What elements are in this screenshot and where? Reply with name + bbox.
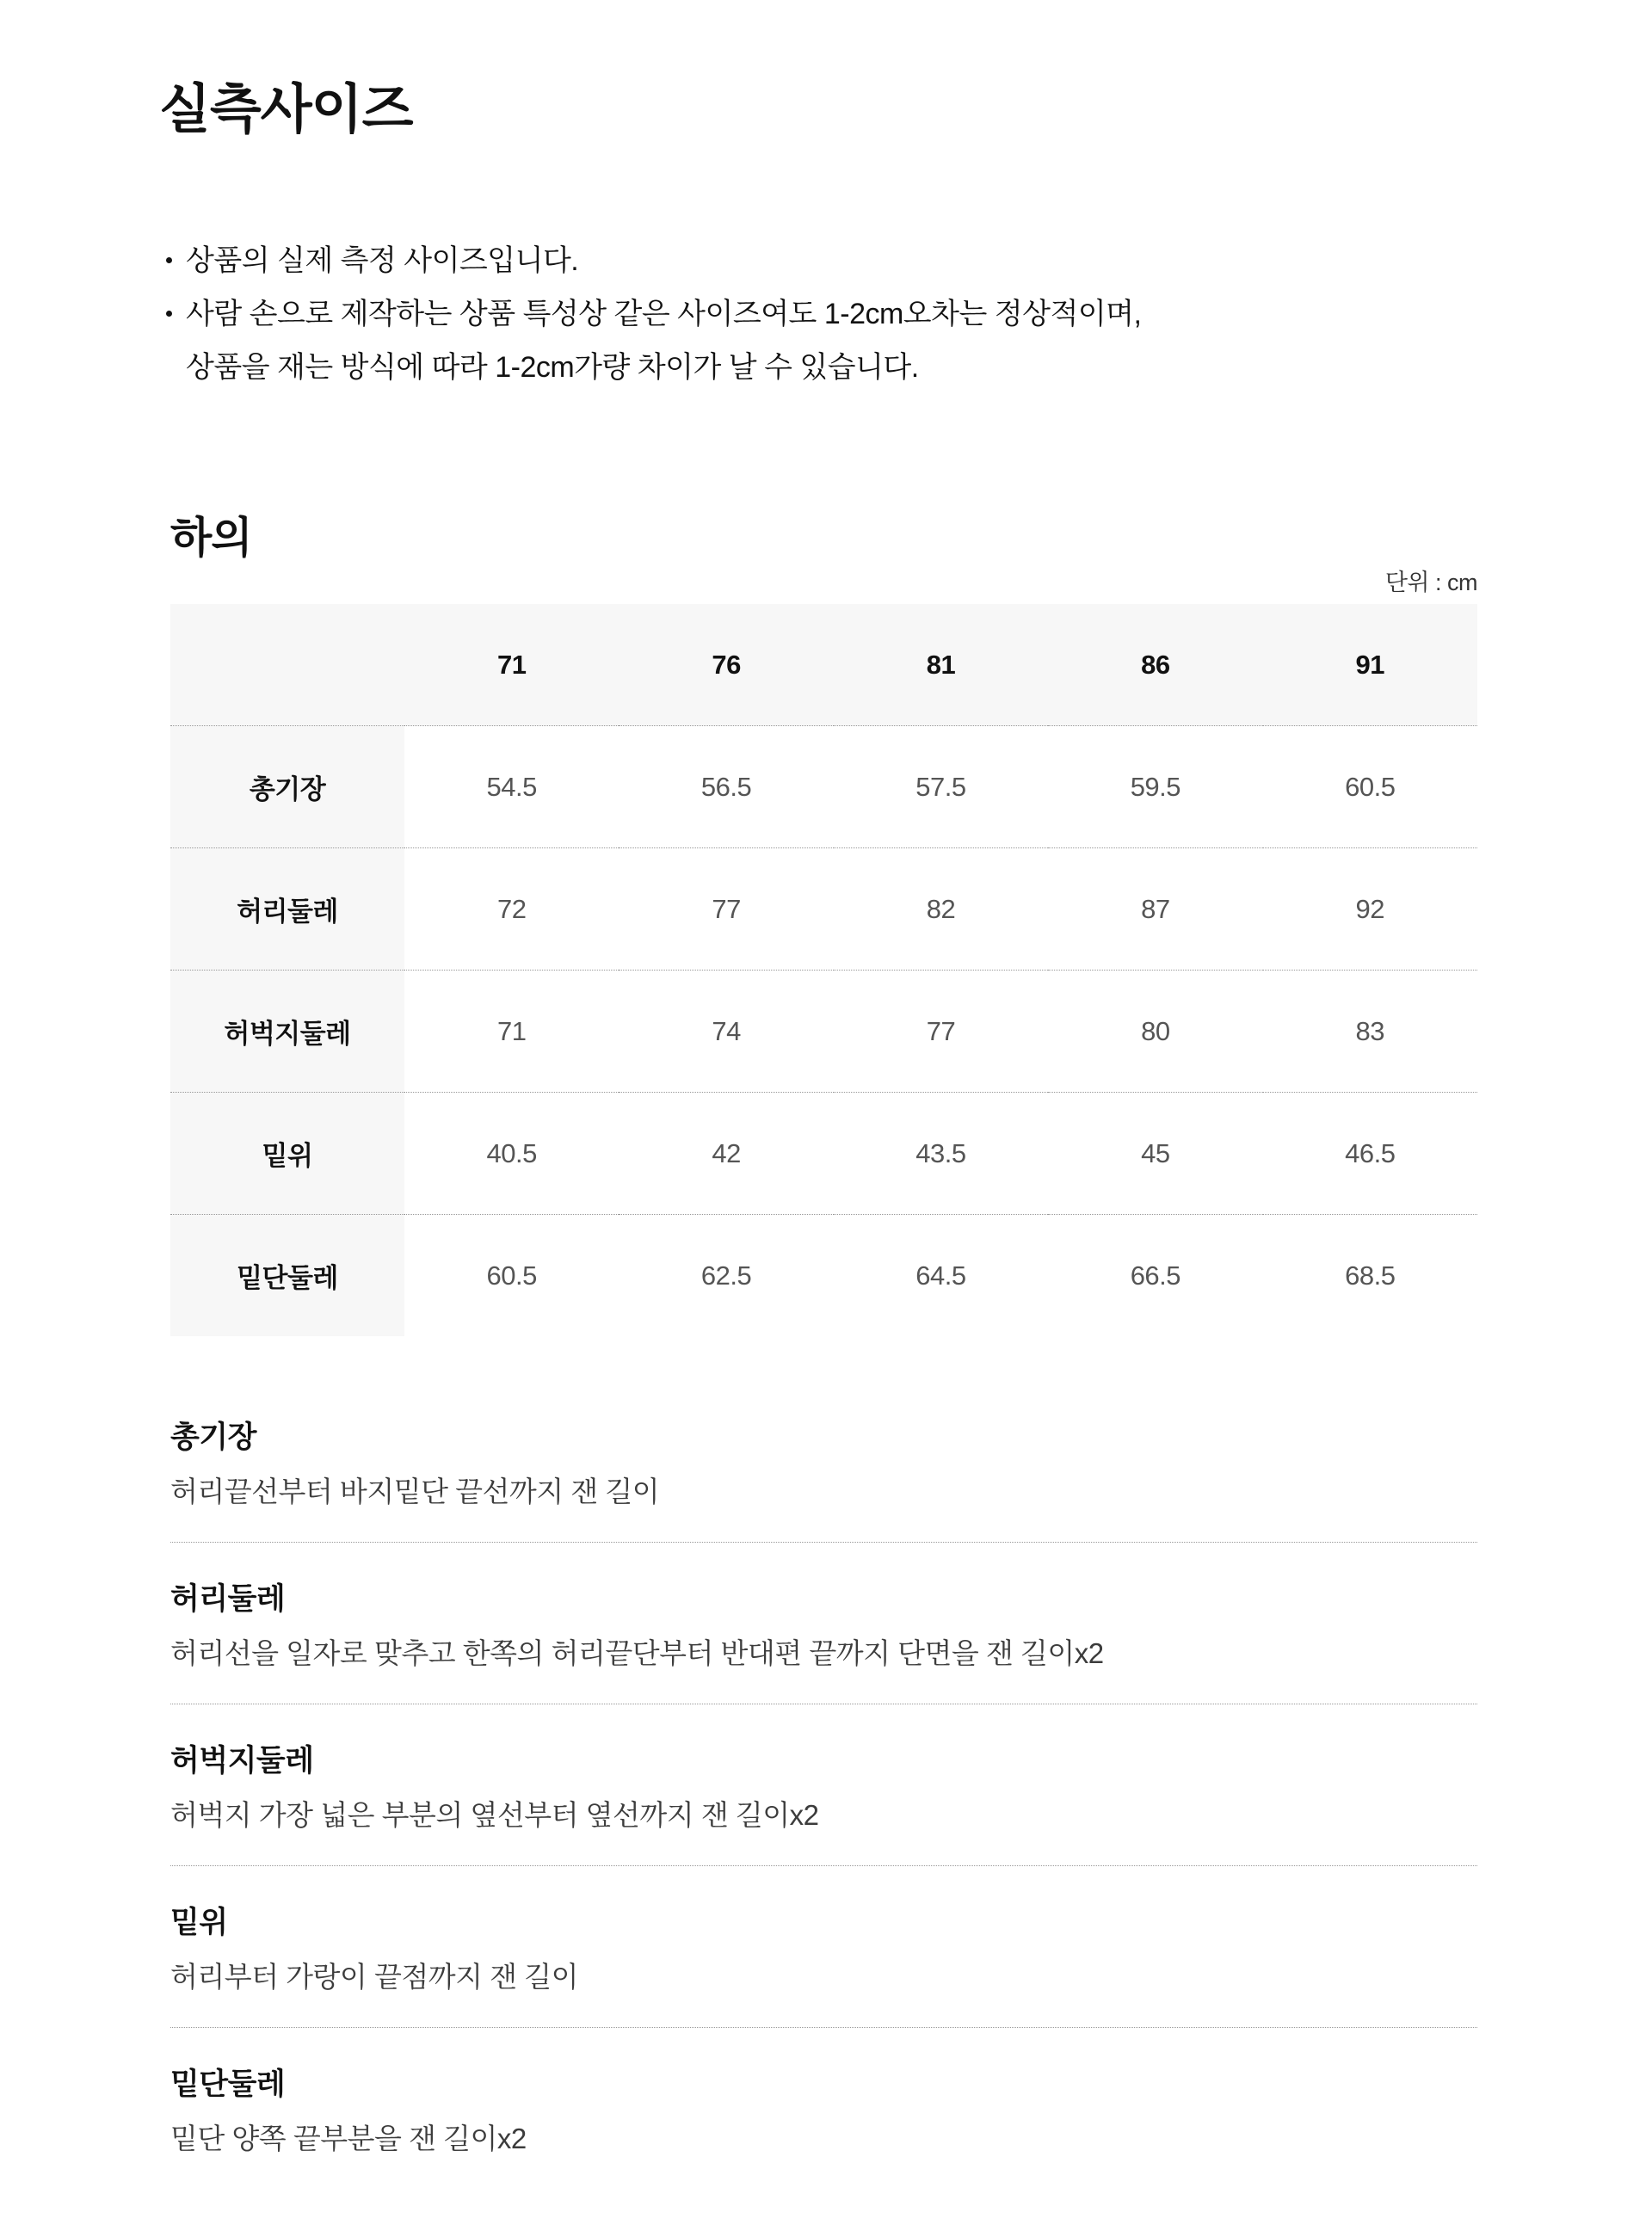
size-column-header: 71 <box>404 604 619 726</box>
guide-description: 허리부터 가랑이 끝점까지 잰 길이 <box>170 1960 578 1993</box>
note-text-line: 사람 손으로 제작하는 상품 특성상 같은 사이즈여도 1-2cm오차는 정상적이며, <box>186 298 1142 331</box>
size-value: 71 <box>404 971 619 1093</box>
guide-description: 허리끝선부터 바지밑단 끝선까지 잰 길이 <box>170 1476 660 1508</box>
size-value: 74 <box>619 971 833 1093</box>
guide-term: 밑단둘레 <box>170 2067 286 2101</box>
table-row <box>170 726 1477 848</box>
note-item <box>166 234 1489 287</box>
table-row <box>170 1215 1477 1337</box>
table-row <box>170 971 1477 1093</box>
size-table-body <box>170 726 1477 1337</box>
row-label: 허리둘레 <box>170 848 404 971</box>
notes-list <box>166 234 1489 394</box>
measure-guide-list <box>170 1414 1477 2188</box>
size-table-header <box>170 604 1477 726</box>
size-column-header: 91 <box>1263 604 1477 726</box>
size-value: 87 <box>1048 848 1262 971</box>
row-label: 허벅지둘레 <box>170 971 404 1093</box>
size-value: 59.5 <box>1048 726 1262 848</box>
guide-term: 밑위 <box>170 1905 228 1939</box>
size-value: 42 <box>619 1093 833 1215</box>
bottoms-section <box>170 515 1489 1336</box>
size-column-header: 81 <box>834 604 1048 726</box>
size-value: 43.5 <box>834 1093 1048 1215</box>
size-value: 57.5 <box>834 726 1048 848</box>
size-column-header: 76 <box>619 604 833 726</box>
size-corner-cell <box>170 604 404 726</box>
size-table <box>170 604 1477 1336</box>
list-item <box>170 1414 1477 1543</box>
size-value: 77 <box>619 848 833 971</box>
bullet-icon <box>166 311 172 317</box>
guide-term: 허리둘레 <box>170 1581 286 1616</box>
list-item <box>170 1704 1477 1866</box>
size-value: 54.5 <box>404 726 619 848</box>
size-value: 82 <box>834 848 1048 971</box>
guide-description: 밑단 양쪽 끝부분을 잰 길이x2 <box>170 2122 527 2154</box>
table-row <box>170 1093 1477 1215</box>
guide-term: 허벅지둘레 <box>170 1743 314 1778</box>
guide-description: 허벅지 가장 넓은 부분의 옆선부터 옆선까지 잰 길이x2 <box>170 1798 819 1831</box>
size-column-header: 86 <box>1048 604 1262 726</box>
guide-description: 허리선을 일자로 맞추고 한쪽의 허리끝단부터 반대편 끝까지 단면을 잰 길이x2 <box>170 1636 1104 1669</box>
list-item <box>170 1866 1477 2028</box>
size-value: 40.5 <box>404 1093 619 1215</box>
size-value: 66.5 <box>1048 1215 1262 1337</box>
table-row <box>170 848 1477 971</box>
note-item <box>166 287 1489 394</box>
section-title: 하의 <box>170 514 252 563</box>
size-value: 60.5 <box>404 1215 619 1337</box>
size-value: 72 <box>404 848 619 971</box>
unit-label: 단위 : cm <box>1384 570 1477 596</box>
row-label: 총기장 <box>170 726 404 848</box>
size-value: 46.5 <box>1263 1093 1477 1215</box>
size-value: 77 <box>834 971 1048 1093</box>
guide-term: 총기장 <box>170 1420 256 1455</box>
page-title: 실측사이즈 <box>159 80 413 139</box>
size-column-row <box>170 604 1477 726</box>
row-label: 밑위 <box>170 1093 404 1215</box>
size-value: 45 <box>1048 1093 1262 1215</box>
size-value: 92 <box>1263 848 1477 971</box>
size-value: 83 <box>1263 971 1477 1093</box>
size-value: 80 <box>1048 971 1262 1093</box>
bullet-icon <box>166 257 172 263</box>
size-value: 64.5 <box>834 1215 1048 1337</box>
note-text-line: 상품을 재는 방식에 따라 1-2cm가량 차이가 날 수 있습니다. <box>186 351 919 385</box>
size-value: 60.5 <box>1263 726 1477 848</box>
size-value: 62.5 <box>619 1215 833 1337</box>
list-item <box>170 2028 1477 2189</box>
size-value: 68.5 <box>1263 1215 1477 1337</box>
list-item <box>170 1543 1477 1704</box>
note-text: 상품의 실제 측정 사이즈입니다. <box>186 244 579 278</box>
note-text <box>186 287 1141 394</box>
size-value: 56.5 <box>619 726 833 848</box>
row-label: 밑단둘레 <box>170 1215 404 1337</box>
